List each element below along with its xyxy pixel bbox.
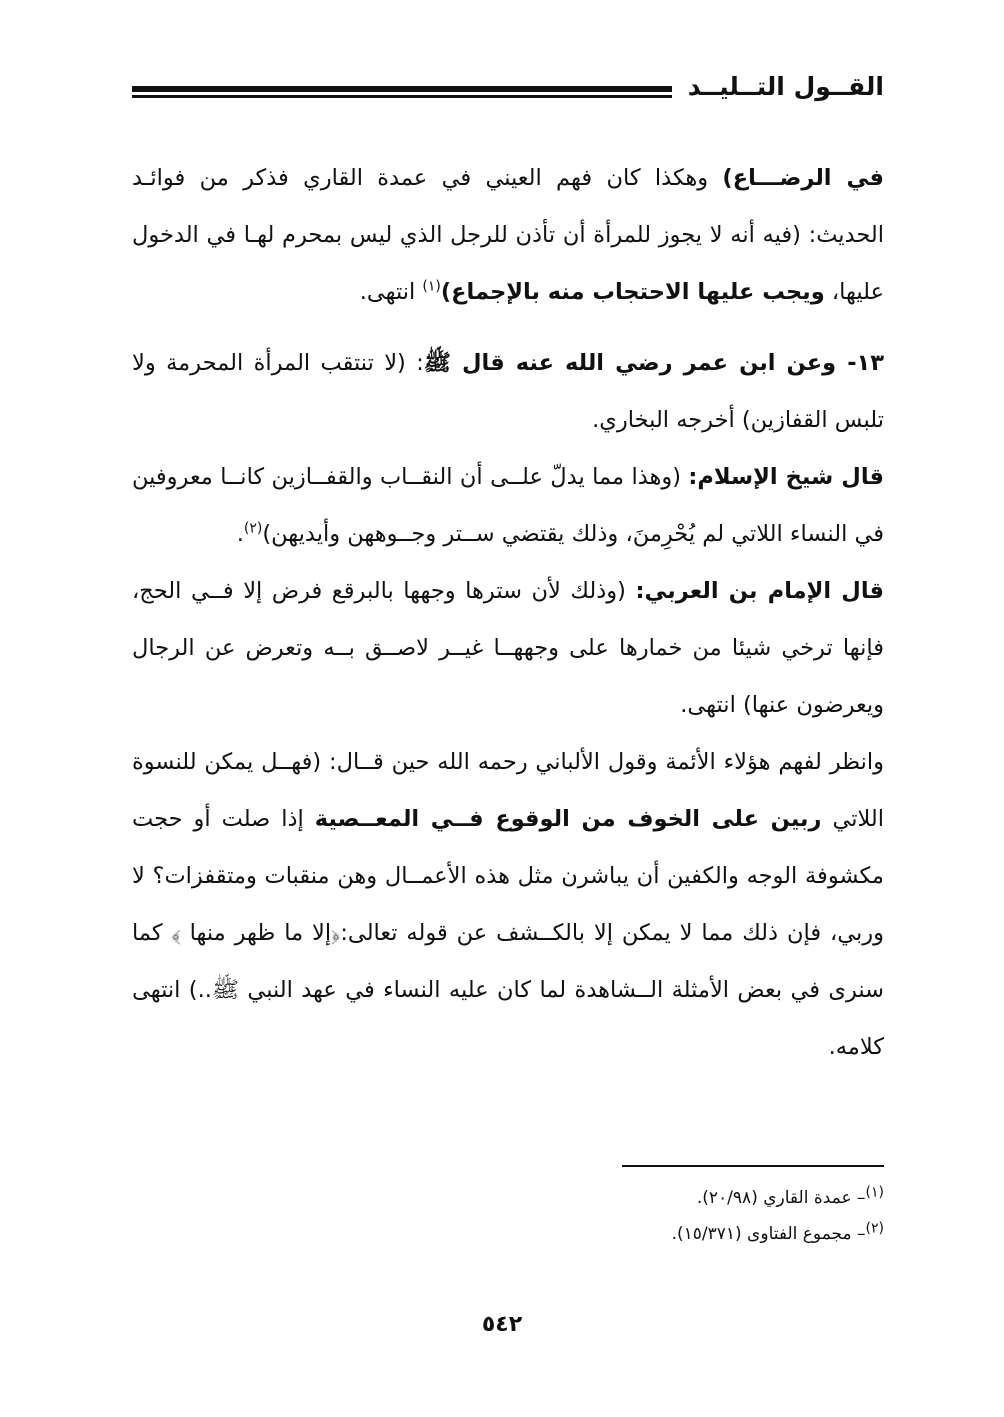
text-run: إذا صلت أو حجت مكشوفة الوجه والكفين أن يباشرن مثل هذه الأعمــال وهن منقبات ومتقفزات؟ لا وربي، فإن ذلك مما لا يمكن إلا بالكــشف عن قوله تعالى:﴿إلا ما ظهر منها ﴾ كما سنرى في بعض الأمثلة الــشاهدة لما كان عليه النساء في عهد النبي ﷺ..) انتهى كلامه.: [132, 806, 884, 1060]
footnote-marker: (٢): [865, 1220, 884, 1237]
page-number: ٥٤٢: [481, 1312, 523, 1337]
footnote-item: [384, 1216, 884, 1252]
bold-text-run: قال الإمام بن العربي:: [635, 578, 885, 604]
page-header: [132, 70, 884, 110]
footnote-marker: (١): [865, 1184, 884, 1201]
footnote-reference[interactable]: (٢): [243, 520, 263, 537]
text-run: (وذلك لأن سترها وجهها بالبرقع فرض إلا فــي الحج، فإنها ترخي شيئا من خمارها على وجههــا غيــر لاصــق بــه وتعرض عن الرجال ويعرضون عنها) انتهى.: [132, 578, 884, 718]
bold-text-run: ١٣- وعن ابن عمر رضي الله عنه قال ﷺ: [423, 350, 885, 376]
main-text: [132, 150, 884, 1076]
paragraph: [132, 335, 884, 449]
footnotes: [384, 1180, 884, 1252]
bold-text-run: قال شيخ الإسلام:: [688, 464, 884, 490]
paragraph: [132, 734, 884, 1076]
text-run: : (لا تنتقب المرأة المحرمة ولا تلبس القفازين) أخرجه البخاري.: [132, 350, 884, 433]
text-run: انتهى.: [359, 279, 423, 305]
header-rule-thick: [132, 86, 672, 92]
text-run: .: [236, 521, 244, 547]
footnote-separator: [622, 1165, 884, 1167]
running-title: القــول التــليــد: [687, 72, 884, 101]
header-rule-thin: [132, 95, 672, 98]
paragraph: [132, 150, 884, 321]
text-run: (وهذا مما يدلّ علــى أن النقــاب والقفــازين كانــا معروفين في النساء اللاتي لم يُحْرِمنَ، وذلك يقتضي ســتر وجــوههن وأيديهن): [132, 464, 884, 547]
bold-text-run: في الرضـــاع): [722, 165, 884, 191]
bold-text-run: ربين على الخوف من الوقوع فــي المعــصية: [314, 806, 822, 832]
footnote-reference[interactable]: (١): [422, 278, 441, 295]
header-double-rule: [132, 86, 672, 100]
bold-text-run: ويجب عليها الاحتجاب منه بالإجماع): [440, 279, 825, 305]
footnote-item: [384, 1180, 884, 1216]
text-run: وهكذا كان فهم العيني في عمدة القاري فذكر من فوائـد الحديث: (فيه أنه لا يجوز للمرأة أن تأذن للرجل الذي ليس بمحرم لهـا في الدخول عليها،: [132, 165, 884, 305]
paragraph: [132, 449, 884, 563]
text-run: وانظر لفهم هؤلاء الأئمة وقول الألباني رحمه الله حين قــال: (فهــل يمكن للنسوة اللاتي: [132, 749, 884, 832]
footnote-text: – مجموع الفتاوى (١٥/٣٧١).: [671, 1224, 866, 1244]
footnote-text: – عمدة القاري (٢٠/٩٨).: [696, 1188, 866, 1208]
paragraph: [132, 563, 884, 734]
